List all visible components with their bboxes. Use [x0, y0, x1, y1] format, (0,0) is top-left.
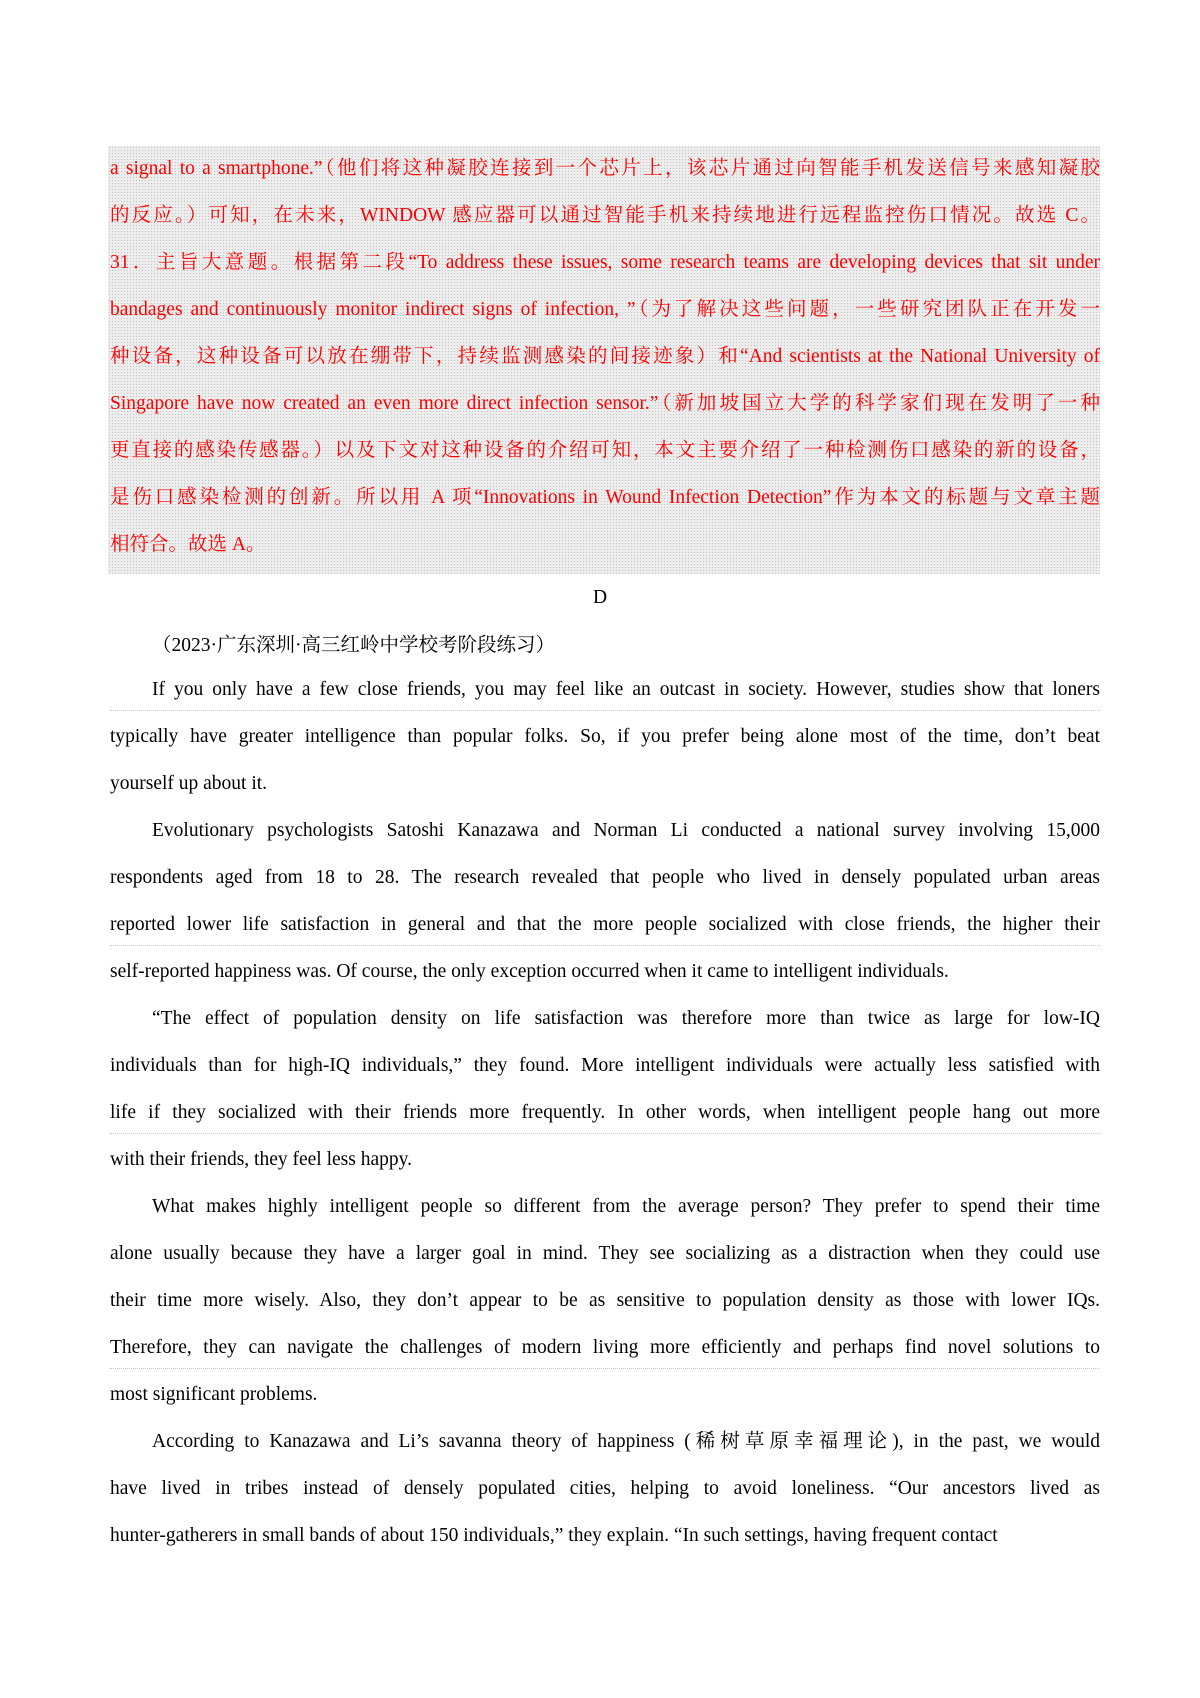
passage-line: reported lower life satisfaction in general and that the more people socialized with close friends, the higher their	[110, 914, 1100, 935]
answer-line: bandages and continuously monitor indirect signs of infection, ”（为了解决这些问题，一些研究团队正在开发一	[110, 299, 1100, 320]
passage-line: their time more wisely. Also, they don’t appear to be as sensitive to population density as those with lower IQs.	[110, 1290, 1100, 1311]
answer-line: 的反应。）可知，在未来，WINDOW 感应器可以通过智能手机来持续地进行远程监控伤口情况。故选 C。	[110, 205, 1100, 226]
passage-line: life if they socialized with their friends more frequently. In other words, when intelligent people hang out more	[110, 1102, 1100, 1123]
underline-dotted	[110, 1133, 1100, 1134]
passage-line: “The effect of population density on life satisfaction was therefore more than twice as large for low-IQ	[152, 1008, 1100, 1029]
underline-dotted	[110, 945, 1100, 946]
passage-line: What makes highly intelligent people so different from the average person? They prefer to spend their time	[152, 1196, 1100, 1217]
passage-line: Therefore, they can navigate the challenges of modern living more efficiently and perhaps find novel solutions to	[110, 1337, 1100, 1358]
underline-dotted	[110, 710, 1100, 711]
passage-line: respondents aged from 18 to 28. The research revealed that people who lived in densely populated urban areas	[110, 867, 1100, 888]
passage-line: According to Kanazawa and Li’s savanna theory of happiness (稀树草原幸福理论), in the past, we would	[152, 1431, 1100, 1452]
answer-line: 种设备，这种设备可以放在绷带下，持续监测感染的间接迹象）和“And scientists at the National University of	[110, 346, 1100, 367]
answer-line: 31．主旨大意题。根据第二段“To address these issues, some research teams are developing devices that sit under	[110, 252, 1100, 273]
passage-line: have lived in tribes instead of densely populated cities, helping to avoid loneliness. “Our ancestors lived as	[110, 1478, 1100, 1499]
answer-line: Singapore have now created an even more direct infection sensor.”（新加坡国立大学的科学家们现在发明了一种	[110, 393, 1100, 414]
underline-dotted	[110, 1368, 1100, 1369]
passage-line: self-reported happiness was. Of course, the only exception occurred when it came to intelligent individuals.	[110, 961, 949, 982]
answer-line: 更直接的感染传感器。）以及下文对这种设备的介绍可知，本文主要介绍了一种检测伤口感染的新的设备，	[110, 440, 1100, 461]
passage-line: If you only have a few close friends, you may feel like an outcast in society. However, studies show that loners	[152, 679, 1100, 700]
answer-line: 是伤口感染检测的创新。所以用 A 项“Innovations in Wound Infection Detection”作为本文的标题与文章主题	[110, 487, 1100, 508]
passage-line: typically have greater intelligence than popular folks. So, if you prefer being alone most of the time, don’t beat	[110, 726, 1100, 747]
passage-line: with their friends, they feel less happy.	[110, 1149, 412, 1170]
passage-line: yourself up about it.	[110, 773, 268, 794]
passage-source: （2023·广东深圳·高三红岭中学校考阶段练习）	[152, 635, 555, 656]
passage-line: alone usually because they have a larger goal in mind. They see socializing as a distraction when they could use	[110, 1243, 1100, 1264]
passage-line: Evolutionary psychologists Satoshi Kanazawa and Norman Li conducted a national survey involving 15,000	[152, 820, 1100, 841]
answer-line: 相符合。故选 A。	[110, 534, 266, 555]
passage-line: individuals than for high-IQ individuals,” they found. More intelligent individuals were actually less satisfied with	[110, 1055, 1100, 1076]
passage-line: most significant problems.	[110, 1384, 318, 1405]
section-heading: D	[592, 587, 608, 608]
answer-line: a signal to a smartphone.”（他们将这种凝胶连接到一个芯片上，该芯片通过向智能手机发送信号来感知凝胶	[110, 158, 1100, 179]
passage-line: hunter-gatherers in small bands of about 150 individuals,” they explain. “In such settings, having frequent contact	[110, 1525, 998, 1546]
